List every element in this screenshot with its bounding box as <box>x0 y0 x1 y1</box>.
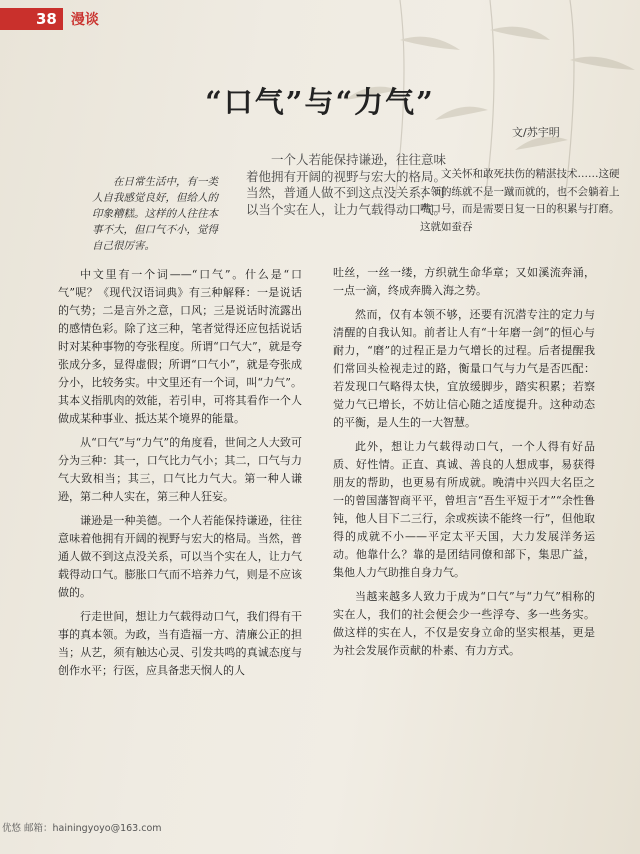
body-paragraph: 谦逊是一种美德。一个人若能保持谦逊，往往意味着他拥有开阔的视野与宏大的格局。当然，普通人做不到这点没关系，可以当个实在人，让力气载得动口气。膨胀口气而不培养力气，则是不应该做的。 <box>58 514 302 599</box>
article-author: 文/苏宇明 <box>512 126 560 139</box>
right-top-paragraph: 文关怀和敢死扶伤的精湛技术……这硬本领的练就不是一蹴而就的，也不会躺着上嘴口号，而是需要日复一日的积累与打磨。这就如蚕吞 <box>420 168 620 233</box>
section-name: 漫谈 <box>70 12 99 28</box>
page-footer: 优悠 邮箱：hainingyoyo@163.com <box>2 823 162 834</box>
body-paragraph: 然而，仅有本领不够，还要有沉潜专注的定力与清醒的自我认知。前者让人有“十年磨一剑”的恒心与耐力，“磨”的过程正是力气增长的过程。后者提醒我们常回头检视走过的路，衡量口气与力气是否匹配：若发现口气略得太快，宜放缓脚步，踏实积累；若察觉力气已增长，不妨让信心随之适度提升。这种动态的平衡，是人生的一大智慧。 <box>333 308 595 429</box>
intro-paragraph: 在日常生活中，有一类人自我感觉良好，但给人的印象糟糕。这样的人往往本事不大，但口气不小，觉得自己很厉害。 <box>92 176 218 252</box>
article-title: “口气”与“力气” <box>205 85 435 119</box>
body-paragraph: 此外，想让力气载得动口气，一个人得有好品质、好性情。正直、真诚、善良的人想成事，易获得朋友的帮助，也更易有所成就。晚清中兴四大名臣之一的曾国藩智商平平，曾坦言“吾生平短于才”“余性鲁钝，他人目下二三行，余或疾读不能终一行”，但他取得的成就不小——平定太平天国，大力发展洋务运动。他靠什么？靠的是团结同僚和部下，集思广益，集他人力气助推自身力气。 <box>333 440 595 579</box>
body-paragraph: 行走世间，想让力气载得动口气，我们得有干事的真本领。为政，当有造福一方、清廉公正的担当；从艺，须有触达心灵、引发共鸣的真诚态度与创作水平；行医，应具备悲天悯人的人 <box>58 610 302 677</box>
body-paragraph: 从“口气”与“力气”的角度看，世间之人大致可分为三种：其一，口气比力气小；其二，口气与力气大致相当；其三，口气比力气大。第一种人谦逊，第二种人实在，第三种人狂妄。 <box>58 436 302 503</box>
pull-quote: 一个人若能保持谦逊，往往意味着他拥有开阔的视野与宏大的格局。当然，普通人做不到这点没关系，可以当个实在人，让力气载得动口气。 <box>246 152 447 217</box>
body-paragraph: 当越来越多人致力于成为“口气”与“力气”相称的实在人，我们的社会便会少一些浮夸、多一些务实。做这样的实在人，不仅是安身立命的坚实根基，更是为社会发展作贡献的朴素、有力方式。 <box>333 590 595 657</box>
left-column <box>58 266 302 686</box>
page-header <box>0 8 99 30</box>
right-column <box>333 264 595 666</box>
page-number: 38 <box>0 8 63 30</box>
body-paragraph: 中文里有一个词——“口气”。什么是“口气”呢？《现代汉语词典》有三种解释：一是说话的气势；二是言外之意，口风；三是说话时流露出的感情色彩。除了这三种，笔者觉得还应包括说话时对某种事物的夸张程度。所谓“口气大”，就是夸张成分多，显得虚假；所谓“口气小”，就是夸张成分小，比较务实。中文里还有一个词，叫“力气”。其本义指肌肉的效能，若引申，可将其看作一个人做成某种事业、抵达某个境界的能量。 <box>58 268 302 425</box>
body-paragraph: 吐丝，一丝一缕，方织就生命华章；又如溪流奔涌，一点一滴，终成奔腾入海之势。 <box>333 266 595 297</box>
